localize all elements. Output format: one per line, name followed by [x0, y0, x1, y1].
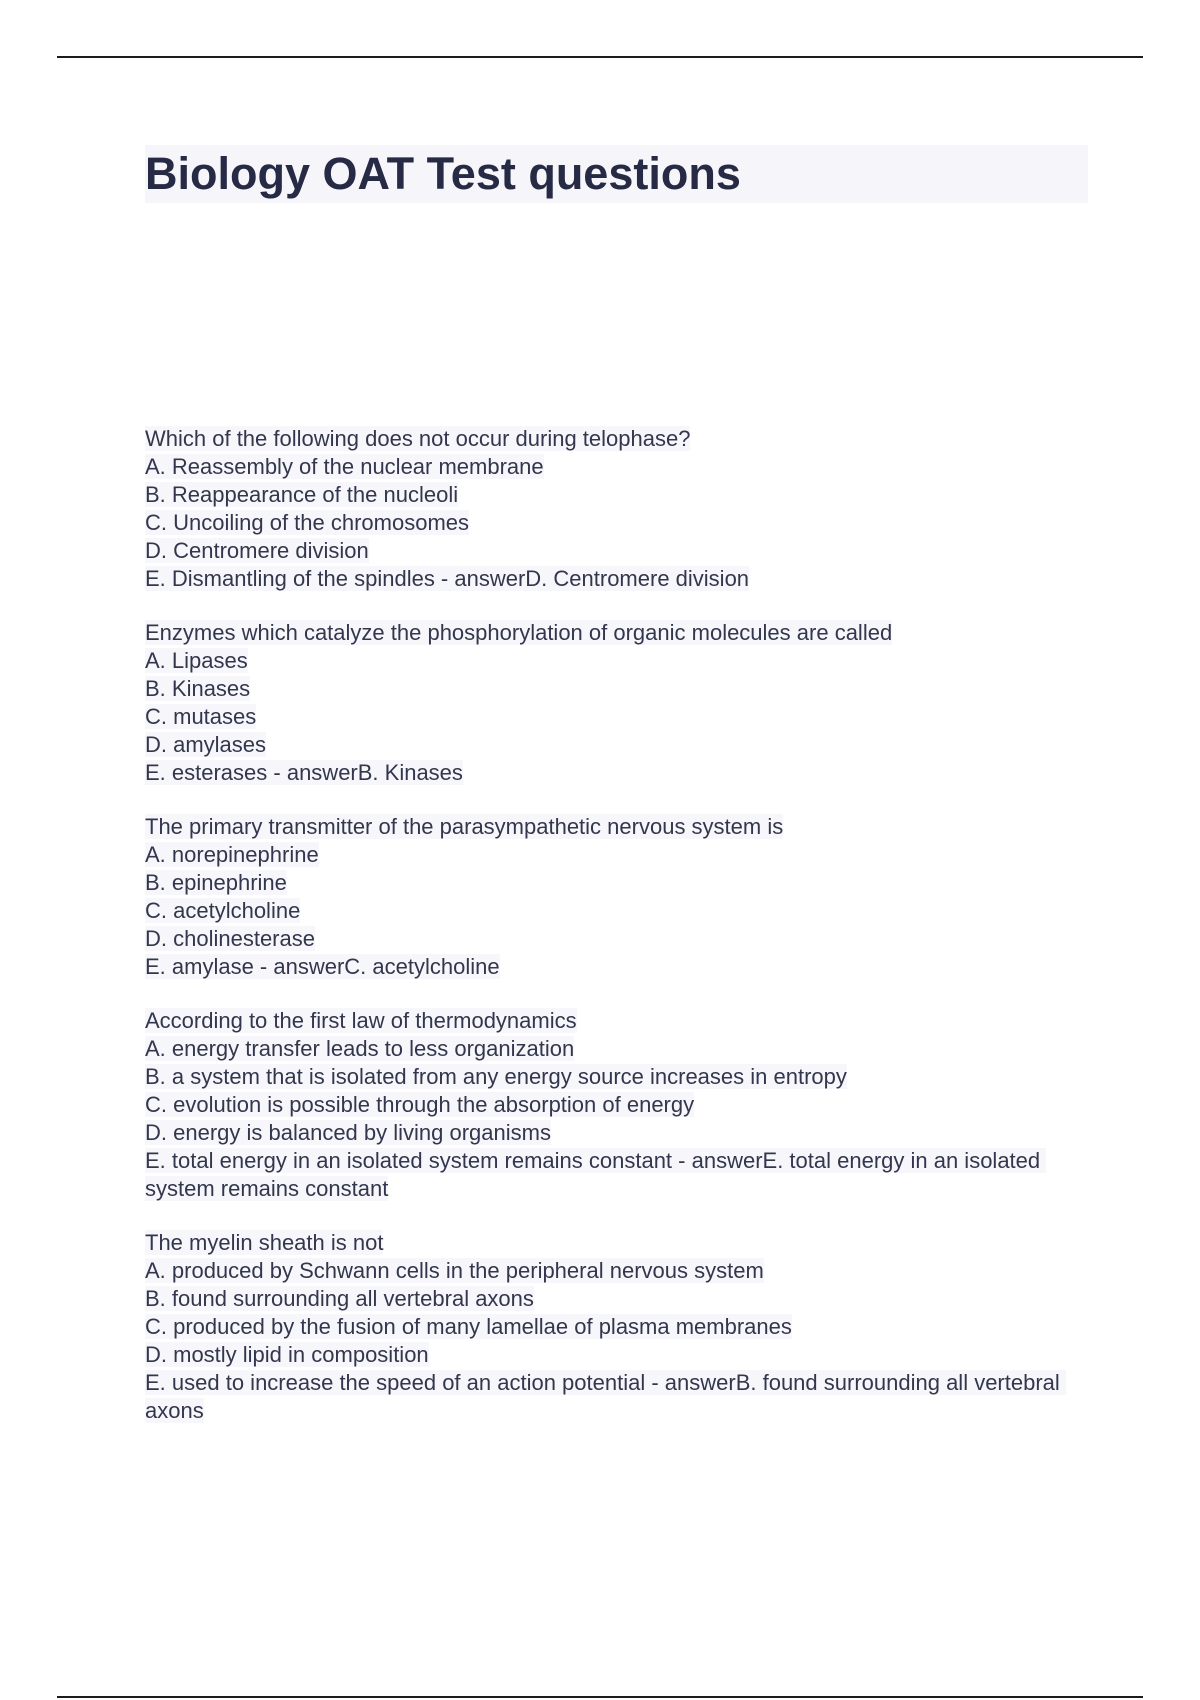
question-prompt: The myelin sheath is not: [145, 1230, 384, 1255]
option-line: A. produced by Schwann cells in the peripheral nervous system: [145, 1258, 764, 1283]
question-prompt: The primary transmitter of the parasympathetic nervous system is: [145, 814, 784, 839]
page-title: Biology OAT Test questions: [145, 148, 741, 199]
option-line: C. produced by the fusion of many lamellae of plasma membranes: [145, 1314, 792, 1339]
option-line: A. Reassembly of the nuclear membrane: [145, 454, 544, 479]
option-line: D. mostly lipid in composition: [145, 1342, 429, 1367]
option-line: A. energy transfer leads to less organization: [145, 1036, 575, 1061]
question-prompt: Enzymes which catalyze the phosphorylation of organic molecules are called: [145, 620, 893, 645]
option-line: A. Lipases: [145, 648, 248, 673]
answer-line: E. amylase - answerC. acetylcholine: [145, 954, 500, 979]
question-block: [145, 425, 1065, 593]
answer-line: E. total energy in an isolated system remains constant - answerE. total energy in an isolated system remains constant: [145, 1148, 1047, 1201]
option-line: D. Centromere division: [145, 538, 369, 563]
option-line: C. acetylcholine: [145, 898, 301, 923]
option-line: C. mutases: [145, 704, 257, 729]
answer-line: E. used to increase the speed of an action potential - answerB. found surrounding all vertebral axons: [145, 1370, 1066, 1423]
question-block: [145, 1229, 1065, 1425]
option-line: D. amylases: [145, 732, 267, 757]
option-line: A. norepinephrine: [145, 842, 319, 867]
question-prompt: Which of the following does not occur during telophase?: [145, 426, 691, 451]
top-rule: [57, 56, 1143, 58]
question-list: [145, 425, 1065, 1451]
question-block: [145, 619, 1065, 787]
option-line: B. Reappearance of the nucleoli: [145, 482, 459, 507]
answer-line: E. Dismantling of the spindles - answerD. Centromere division: [145, 566, 750, 591]
option-line: B. a system that is isolated from any energy source increases in entropy: [145, 1064, 847, 1089]
question-block: [145, 813, 1065, 981]
option-line: D. energy is balanced by living organisms: [145, 1120, 551, 1145]
bottom-rule: [57, 1696, 1143, 1698]
option-line: B. epinephrine: [145, 870, 287, 895]
option-line: B. found surrounding all vertebral axons: [145, 1286, 534, 1311]
answer-line: E. esterases - answerB. Kinases: [145, 760, 463, 785]
option-line: B. Kinases: [145, 676, 251, 701]
option-line: C. evolution is possible through the absorption of energy: [145, 1092, 695, 1117]
question-block: [145, 1007, 1065, 1203]
question-prompt: According to the first law of thermodynamics: [145, 1008, 577, 1033]
option-line: C. Uncoiling of the chromosomes: [145, 510, 470, 535]
option-line: D. cholinesterase: [145, 926, 315, 951]
